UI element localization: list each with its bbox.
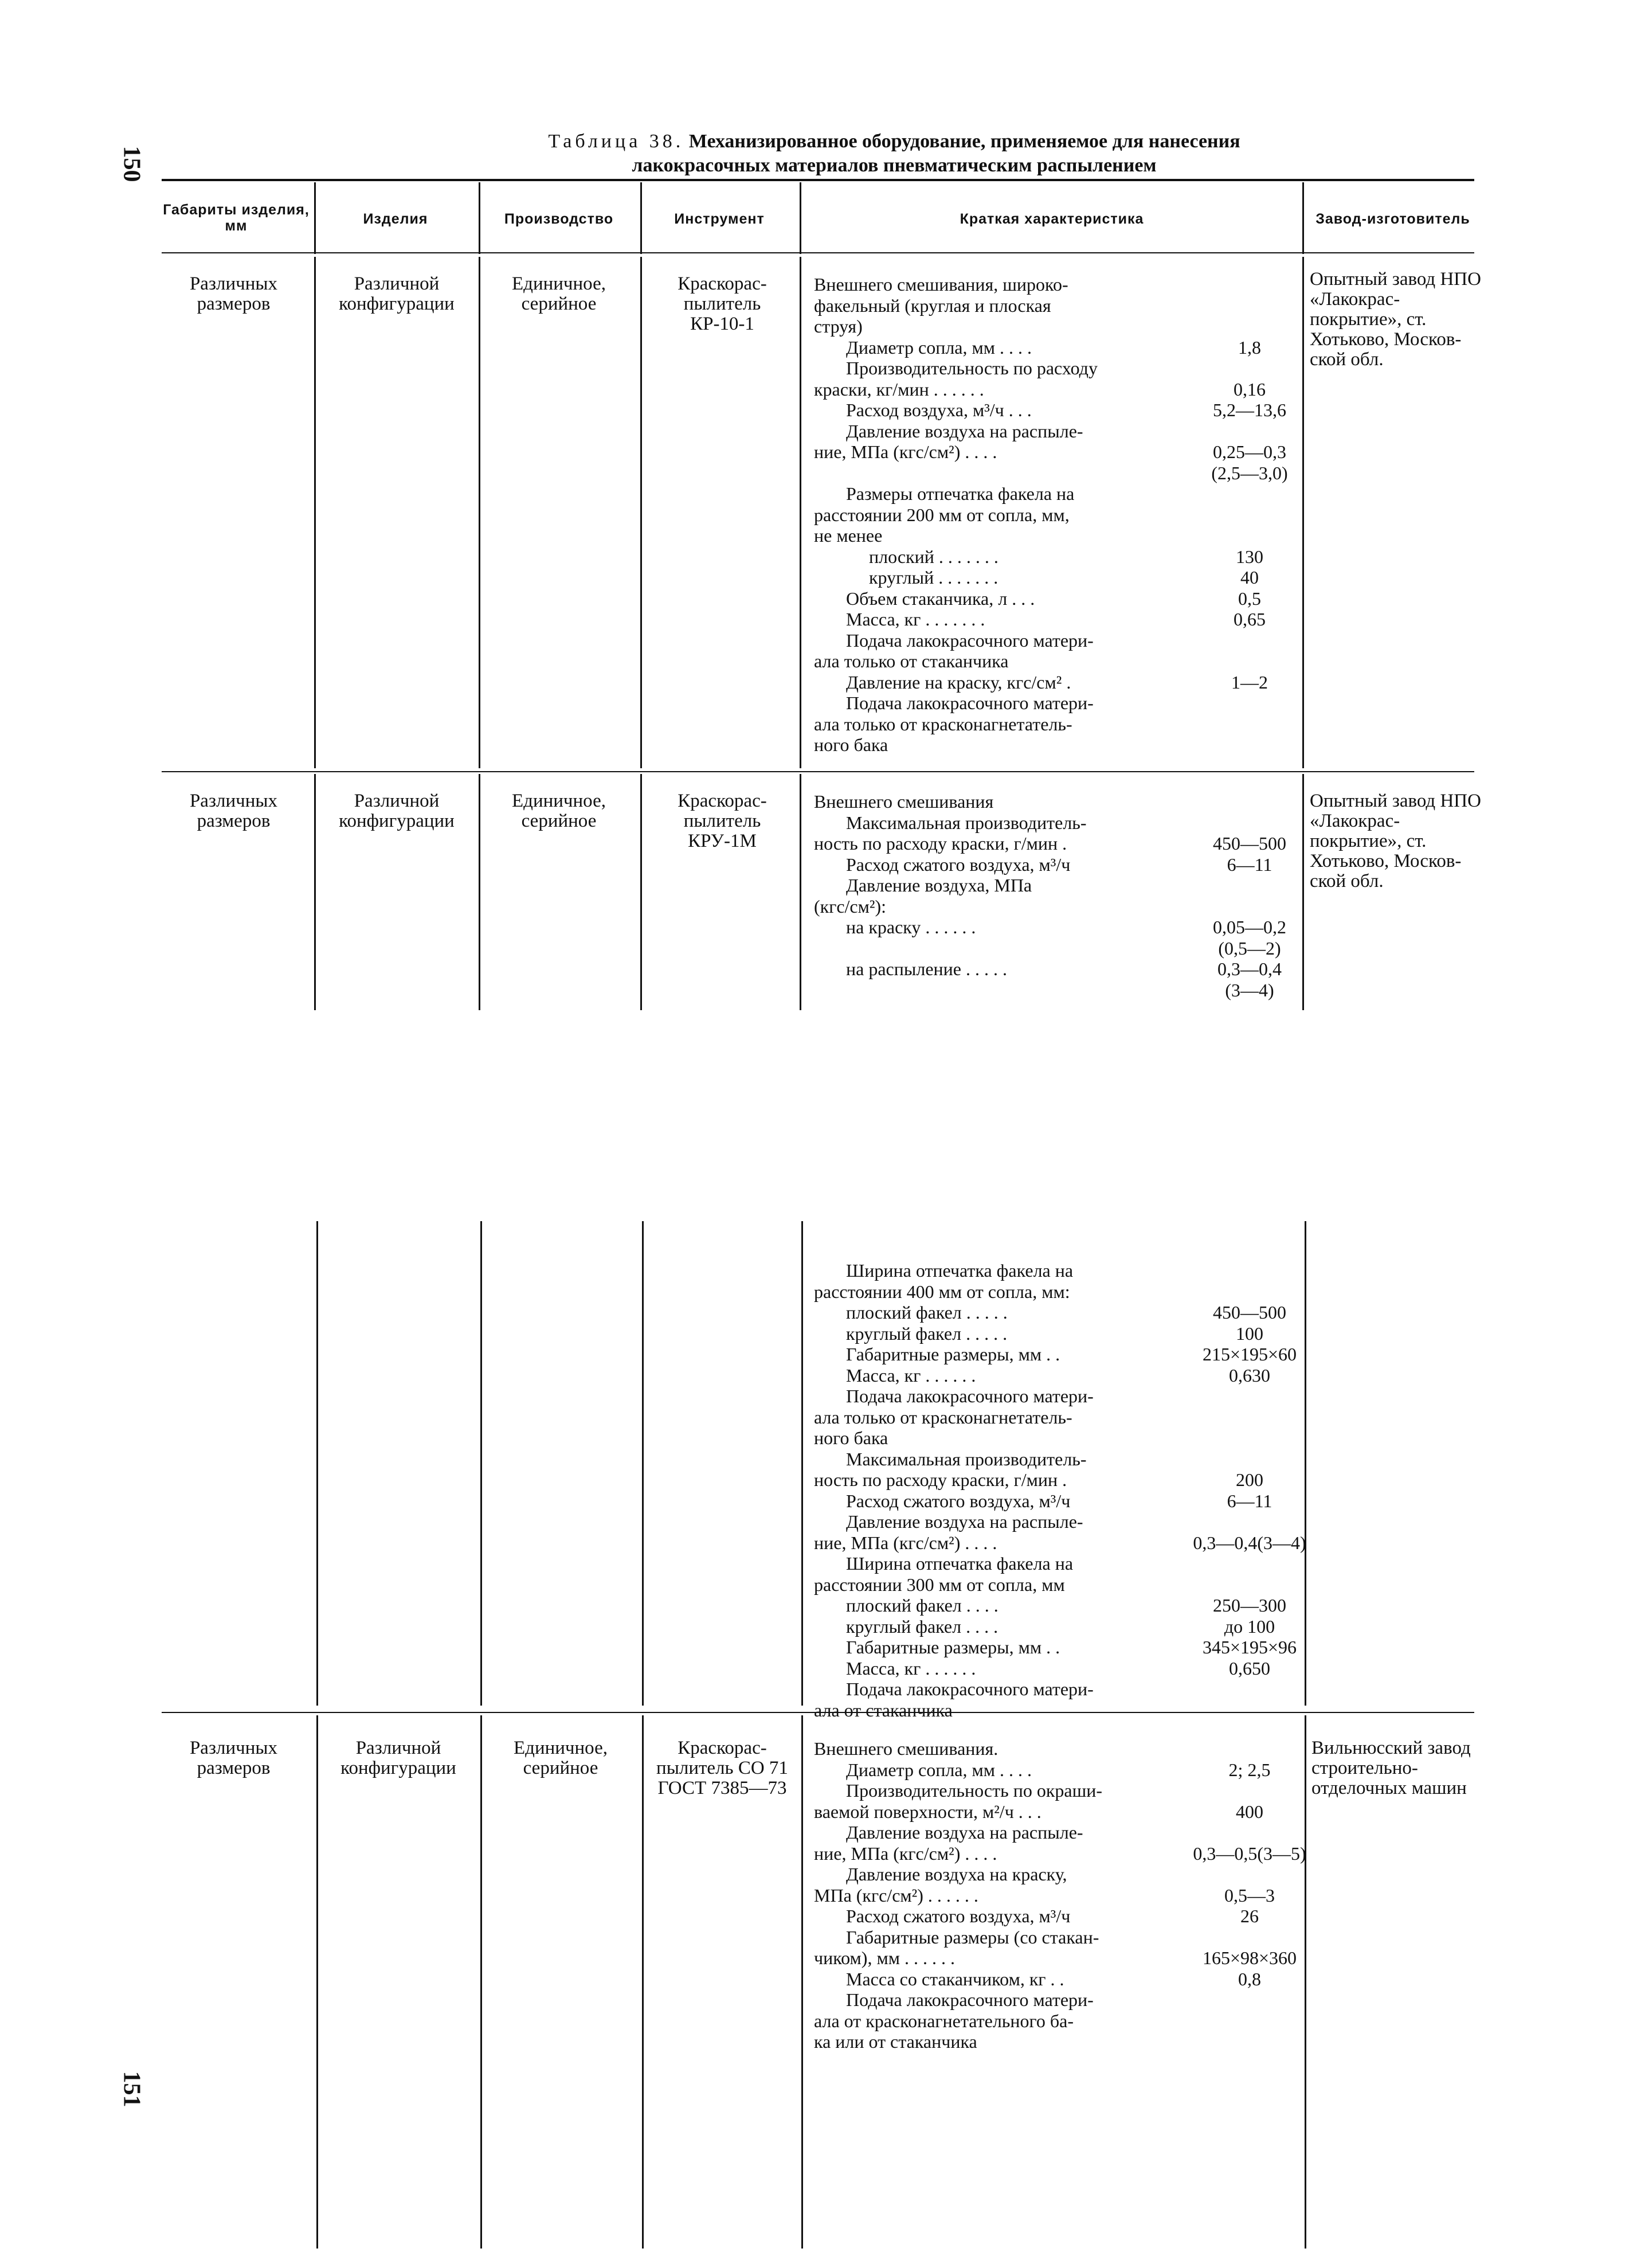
spec-label: Максимальная производитель- xyxy=(846,812,1087,833)
spec-label: ние, МПа (кгс/см²) . . . . xyxy=(814,1843,997,1864)
spec-line xyxy=(814,1491,1318,1512)
spec-line xyxy=(814,1574,1318,1596)
spec-label: Габаритные размеры, мм . . xyxy=(846,1637,1060,1657)
spec-label: расстоянии 300 мм от сопла, мм xyxy=(814,1574,1065,1595)
spec-line xyxy=(814,505,1318,526)
spec-line xyxy=(814,1822,1318,1843)
spec-value: до 100 xyxy=(1224,1616,1275,1637)
spec-line xyxy=(814,833,1318,854)
spec-value: (0,5—2) xyxy=(1218,937,1281,959)
col-rule xyxy=(800,774,801,1010)
spec-line xyxy=(814,672,1318,693)
spec-line xyxy=(814,295,1318,316)
col-rule xyxy=(642,1221,644,1706)
row1-production: Единичное, серийное xyxy=(512,273,606,314)
row2-production: Единичное, серийное xyxy=(512,791,606,831)
spec-label: Давление воздуха на распыле- xyxy=(846,1511,1083,1532)
row-separator xyxy=(162,771,1474,772)
spec-value: 40 xyxy=(1240,567,1259,588)
spec-line xyxy=(814,441,1318,463)
spec-label: круглый . . . . . . . xyxy=(869,567,999,588)
spec-label: ние, МПа (кгс/см²) . . . . xyxy=(814,441,997,462)
spec-line xyxy=(814,1344,1318,1365)
header-manufacturer: Завод-изготовитель xyxy=(1315,211,1470,227)
spec-label: Ширина отпечатка факела на xyxy=(846,1260,1074,1281)
spec-label: ного бака xyxy=(814,1428,888,1448)
row4-size: Различных размеров xyxy=(189,1738,278,1778)
spec-label: расстоянии 200 мм от сопла, мм, xyxy=(814,504,1070,525)
spec-line xyxy=(814,1260,1318,1281)
spec-line xyxy=(814,316,1318,337)
col-rule xyxy=(642,1715,644,2249)
row2-tool: Краскорас-пылитель КРУ-1М xyxy=(678,791,767,851)
table-title xyxy=(321,130,1467,178)
row2-items: Различной конфигурации xyxy=(339,791,455,831)
spec-value: 0,650 xyxy=(1229,1657,1270,1679)
spec-value: 2; 2,5 xyxy=(1228,1759,1271,1780)
spec-label: Габаритные размеры, мм . . xyxy=(846,1344,1060,1364)
col-rule xyxy=(640,182,642,254)
spec-label: Внешнего смешивания. xyxy=(814,1738,999,1759)
spec-value: (3—4) xyxy=(1225,979,1274,1000)
spec-line xyxy=(814,1969,1318,1990)
spec-line xyxy=(814,1989,1318,2011)
row2-size: Различных размеров xyxy=(189,791,278,831)
spec-label: Размеры отпечатка факела на xyxy=(846,483,1075,504)
spec-line xyxy=(814,812,1318,834)
spec-line xyxy=(814,1281,1318,1303)
spec-label: Объем стаканчика, л . . . xyxy=(846,588,1035,609)
spec-label: краски, кг/мин . . . . . . xyxy=(814,378,984,400)
spec-line xyxy=(814,1801,1318,1823)
spec-line xyxy=(814,400,1318,421)
spec-label: Подача лакокрасочного матери- xyxy=(846,693,1094,713)
header-tool: Инструмент xyxy=(674,211,765,227)
spec-label: ваемой поверхности, м²/ч . . . xyxy=(814,1801,1041,1822)
spec-value: 450—500 xyxy=(1213,1302,1286,1323)
spec-label: Производительность по расходу xyxy=(846,358,1098,378)
spec-label: Внешнего смешивания xyxy=(814,791,994,812)
spec-label: круглый факел . . . . . xyxy=(846,1323,1008,1344)
row2-characteristics xyxy=(814,791,1318,1000)
spec-label: Расход сжатого воздуха, м³/ч xyxy=(846,854,1071,875)
spec-label: Диаметр сопла, мм . . . . xyxy=(846,1759,1032,1780)
spec-value: 400 xyxy=(1236,1801,1263,1822)
spec-value: 0,25—0,3 xyxy=(1213,441,1286,462)
spec-line xyxy=(814,1780,1318,1801)
spec-label: Подача лакокрасочного матери- xyxy=(846,1386,1094,1406)
spec-value: 0,630 xyxy=(1229,1364,1270,1386)
table-caption: Таблица 38. xyxy=(548,131,684,152)
spec-label: круглый факел . . . . xyxy=(846,1616,999,1637)
col-rule xyxy=(314,257,316,768)
spec-line xyxy=(814,463,1318,484)
col-rule xyxy=(640,774,642,1010)
spec-label: Производительность по окраши- xyxy=(846,1780,1102,1801)
spec-value: 1,8 xyxy=(1238,337,1261,358)
spec-label: Ширина отпечатка факела на xyxy=(846,1553,1074,1574)
spec-line xyxy=(814,1864,1318,1885)
row4-production: Единичное, серийное xyxy=(514,1738,608,1778)
col-rule xyxy=(314,182,316,254)
spec-label: Габаритные размеры (со стакан- xyxy=(846,1926,1099,1948)
spec-value: 0,8 xyxy=(1238,1968,1261,1989)
col-rule xyxy=(640,257,642,768)
col-rule xyxy=(480,1715,482,2249)
spec-label: ала только от красконагнетатель- xyxy=(814,1406,1072,1428)
spec-line xyxy=(814,421,1318,442)
spec-label: плоский . . . . . . . xyxy=(869,546,999,567)
spec-line xyxy=(814,917,1318,938)
spec-line xyxy=(814,1927,1318,1948)
spec-value: 0,05—0,2 xyxy=(1213,917,1286,937)
spec-label: ала только от красконагнетатель- xyxy=(814,713,1072,734)
spec-line xyxy=(814,980,1318,1001)
spec-label: Давление воздуха на распыле- xyxy=(846,1822,1083,1843)
spec-line xyxy=(814,274,1318,295)
spec-label: ного бака xyxy=(814,734,888,755)
spec-label: ала от красконагнетательного ба- xyxy=(814,2010,1074,2031)
spec-value: 130 xyxy=(1236,546,1263,567)
spec-line xyxy=(814,483,1318,505)
table-title-line1: Механизированное оборудование, применяемое для нанесения xyxy=(688,131,1240,152)
spec-label: ала от стаканчика xyxy=(814,1699,953,1720)
spec-line xyxy=(814,1885,1318,1906)
spec-value: 0,5—3 xyxy=(1224,1884,1275,1906)
spec-line xyxy=(814,1595,1318,1616)
spec-line xyxy=(814,337,1318,358)
spec-line xyxy=(814,896,1318,917)
row1-manufacturer: Опытный завод НПО «Лакокрас-покрытие», ст. Хотьково, Москов-ской обл. xyxy=(1310,269,1481,370)
spec-line xyxy=(814,875,1318,896)
col-rule xyxy=(479,257,480,768)
spec-label: Расход сжатого воздуха, м³/ч xyxy=(846,1490,1071,1511)
spec-value: 26 xyxy=(1240,1906,1259,1926)
spec-line xyxy=(814,379,1318,400)
spec-line xyxy=(814,1759,1318,1781)
row2-manufacturer: Опытный завод НПО «Лакокрас-покрытие», ст. Хотьково, Москов-ской обл. xyxy=(1310,791,1481,891)
row1-items: Различной конфигурации xyxy=(339,273,455,314)
header-items: Изделия xyxy=(363,211,428,227)
spec-label: ность по расходу краски, г/мин . xyxy=(814,833,1067,854)
spec-line xyxy=(814,1616,1318,1637)
spec-label: Внешнего смешивания, широко- xyxy=(814,274,1068,295)
spec-value: 0,3—0,4(3—4) xyxy=(1193,1532,1306,1553)
spec-line xyxy=(814,1906,1318,1927)
spec-line xyxy=(814,358,1318,379)
col-rule xyxy=(800,182,801,254)
spec-line xyxy=(814,1532,1318,1554)
spec-label: Масса, кг . . . . . . xyxy=(846,1657,976,1679)
spec-value: 165×98×360 xyxy=(1202,1948,1297,1968)
spec-label: на краску . . . . . . xyxy=(846,917,976,937)
spec-line xyxy=(814,1386,1318,1407)
header-top-rule xyxy=(162,179,1474,181)
spec-line xyxy=(814,1637,1318,1658)
spec-value: (2,5—3,0) xyxy=(1211,462,1288,483)
spec-line xyxy=(814,693,1318,714)
spec-line xyxy=(814,1407,1318,1428)
spec-label: Давление воздуха на краску, xyxy=(846,1864,1067,1884)
spec-line xyxy=(814,791,1318,812)
spec-value: 0,3—0,5(3—5) xyxy=(1193,1843,1306,1864)
spec-value: 0,5 xyxy=(1238,588,1261,609)
spec-label: Подача лакокрасочного матери- xyxy=(846,1679,1094,1699)
spec-value: 0,3—0,4 xyxy=(1217,959,1282,979)
header-bottom-rule xyxy=(162,252,1474,253)
col-rule xyxy=(801,1715,803,2249)
row1-characteristics xyxy=(814,274,1318,756)
spec-label: Диаметр сопла, мм . . . . xyxy=(846,337,1032,358)
spec-line xyxy=(814,1323,1318,1344)
spec-line xyxy=(814,734,1318,756)
spec-value: 0,65 xyxy=(1234,609,1266,629)
col-rule xyxy=(314,774,316,1010)
col-rule xyxy=(801,1221,803,1706)
spec-line xyxy=(814,1738,1318,1759)
header-size: Габариты изделия, мм xyxy=(163,202,310,234)
spec-value: 6—11 xyxy=(1227,854,1272,875)
spec-line xyxy=(814,1449,1318,1470)
spec-value: 5,2—13,6 xyxy=(1213,400,1286,420)
spec-line xyxy=(814,2031,1318,2052)
spec-label: ние, МПа (кгс/см²) . . . . xyxy=(814,1532,997,1553)
row1-size: Различных размеров xyxy=(189,273,278,314)
spec-label: плоский факел . . . . xyxy=(846,1595,999,1616)
spec-label: МПа (кгс/см²) . . . . . . xyxy=(814,1884,978,1906)
spec-label: Масса со стаканчиком, кг . . xyxy=(846,1968,1064,1989)
col-rule xyxy=(1302,182,1304,254)
spec-line xyxy=(814,546,1318,568)
header-characteristics: Краткая характеристика xyxy=(960,211,1144,227)
page-number-bottom: 151 xyxy=(118,2071,145,2107)
spec-label: Масса, кг . . . . . . xyxy=(846,1364,976,1386)
spec-line xyxy=(814,1679,1318,1700)
spec-label: струя) xyxy=(814,316,863,337)
col-rule xyxy=(316,1715,318,2249)
spec-value: 250—300 xyxy=(1213,1595,1286,1616)
spec-label: расстоянии 400 мм от сопла, мм: xyxy=(814,1281,1070,1302)
spec-label: Давление воздуха на распыле- xyxy=(846,420,1083,441)
spec-line xyxy=(814,525,1318,546)
spec-label: ала только от стаканчика xyxy=(814,651,1009,671)
spec-line xyxy=(814,1658,1318,1679)
col-rule xyxy=(479,182,480,254)
spec-line xyxy=(814,1553,1318,1574)
spec-label: Расход сжатого воздуха, м³/ч xyxy=(846,1906,1071,1926)
spec-line xyxy=(814,1511,1318,1532)
spec-label: Подача лакокрасочного матери- xyxy=(846,1989,1094,2010)
spec-line xyxy=(814,567,1318,588)
spec-line xyxy=(814,959,1318,980)
spec-label: Давление воздуха, МПа xyxy=(846,875,1032,896)
spec-line xyxy=(814,1428,1318,1449)
spec-line xyxy=(814,1302,1318,1323)
spec-line xyxy=(814,609,1318,630)
col-rule xyxy=(316,1221,318,1706)
header-production: Производство xyxy=(504,211,614,227)
col-rule xyxy=(480,1221,482,1706)
spec-value: 200 xyxy=(1236,1469,1263,1490)
spec-label: факельный (круглая и плоская xyxy=(814,295,1051,316)
spec-line xyxy=(814,1469,1318,1491)
spec-label: Масса, кг . . . . . . . xyxy=(846,609,985,629)
spec-line xyxy=(814,1843,1318,1864)
row3-characteristics xyxy=(814,1260,1318,1720)
spec-value: 6—11 xyxy=(1227,1490,1272,1511)
spec-label: плоский факел . . . . . xyxy=(846,1302,1008,1323)
spec-line xyxy=(814,1365,1318,1386)
spec-value: 0,16 xyxy=(1234,378,1266,400)
row4-manufacturer: Вильнюсский завод строительно-отделочных машин xyxy=(1311,1738,1471,1798)
spec-label: (кгс/см²): xyxy=(814,896,887,917)
spec-value: 1—2 xyxy=(1231,671,1268,693)
col-rule xyxy=(479,774,480,1010)
spec-label: ность по расходу краски, г/мин . xyxy=(814,1469,1067,1490)
row1-tool: Краскорас-пылитель КР-10-1 xyxy=(678,273,767,334)
page-number-top: 150 xyxy=(118,146,145,182)
spec-line xyxy=(814,630,1318,651)
spec-value: 345×195×96 xyxy=(1202,1637,1297,1657)
row4-tool: Краскорас-пылитель СО 71 ГОСТ 7385—73 xyxy=(656,1738,788,1798)
spec-label: чиком), мм . . . . . . xyxy=(814,1948,955,1968)
row4-characteristics xyxy=(814,1738,1318,2052)
spec-line xyxy=(814,854,1318,875)
spec-label: Расход воздуха, м³/ч . . . xyxy=(846,400,1032,420)
spec-line xyxy=(814,651,1318,672)
spec-line xyxy=(814,714,1318,735)
spec-label: Давление на краску, кгс/см² . xyxy=(846,671,1071,693)
spec-value: 450—500 xyxy=(1213,833,1286,854)
spec-line xyxy=(814,938,1318,959)
spec-label: на распыление . . . . . xyxy=(846,959,1007,979)
spec-line xyxy=(814,1948,1318,1969)
spec-label: Максимальная производитель- xyxy=(846,1448,1087,1469)
row4-items: Различной конфигурации xyxy=(340,1738,456,1778)
spec-line xyxy=(814,1700,1318,1721)
spec-label: ка или от стаканчика xyxy=(814,2031,977,2052)
spec-line xyxy=(814,2011,1318,2032)
spec-value: 215×195×60 xyxy=(1202,1344,1297,1364)
spec-label: не менее xyxy=(814,525,883,546)
spec-value: 100 xyxy=(1236,1323,1263,1344)
table-title-line2: лакокрасочных материалов пневматическим распылением xyxy=(632,155,1157,176)
spec-label: Подача лакокрасочного матери- xyxy=(846,629,1094,651)
spec-line xyxy=(814,588,1318,609)
col-rule xyxy=(800,257,801,768)
